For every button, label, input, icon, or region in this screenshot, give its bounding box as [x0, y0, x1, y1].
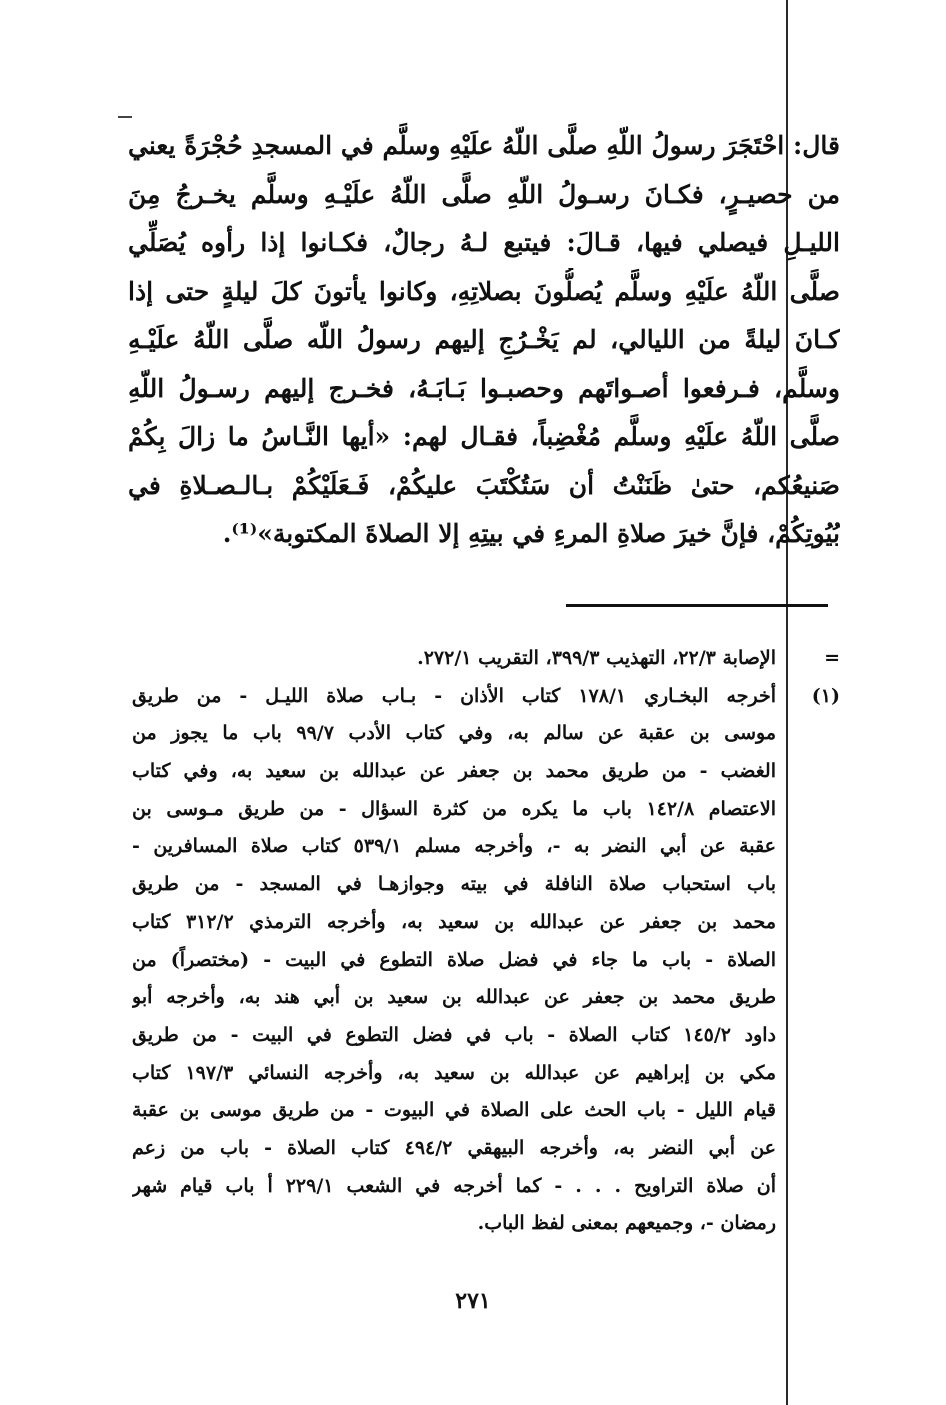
footnote-line: عقبة عن أبي النضر به -، وأخرجه مسلم ٥٣٩/١ كتاب صلاة المسافرين - [132, 835, 776, 858]
footnote-line: الصلاة - باب ما جاء في فضل صلاة التطوع في البيت - (مختصراً) من [132, 948, 776, 971]
main-text-line: صلَّى اللّهُ علَيْهِ وسلَّم يُصلُّونَ بصلاتِهِ، وكانوا يأتونَ كلَ ليلةٍ حتى إذا [128, 276, 840, 306]
footnote-continuation [132, 640, 840, 678]
footnote-line: مكي بن إبراهيم عن عبدالله بن سعيد به، وأخرجه النسائي ١٩٧/٣ كتاب [132, 1061, 776, 1084]
main-text-line: صَنيعُكم، حتىٰ ظَنَنْتُ أن سَتُكْتَبَ عليكُمْ، فَـعَلَيْكُمْ بـالـصـلاةِ في [128, 470, 840, 500]
footnote-body [132, 678, 776, 1243]
footnote-line: أن صلاة التراويح . . . - كما أخرجه في الشعب ٢٢٩/١ أ باب قيام شهر [132, 1174, 776, 1197]
footnote-1 [132, 678, 840, 1243]
page-number: ٢٧١ [455, 1288, 491, 1314]
footnote-line: عن أبي النضر به، وأخرجه البيهقي ٤٩٤/٢ كتاب الصلاة - باب من زعم [132, 1136, 776, 1159]
main-text-line: من حصيـرٍ، فكـانَ رسـولُ اللّهِ صلَّى اللّهُ علَيْـهِ وسلَّم يخـرجُ مِنَ [128, 179, 840, 209]
main-text-line: كـانَ ليلةً من الليالي، لم يَخْـرُجِ إليهم رسولُ اللّه صلَّى اللّهُ علَيْـهِ [128, 325, 840, 354]
main-text-line: الليـلِ فيصلي فيها، قـالَ: فيتبع لـهُ رجالٌ، فكـانوا إذا رأوه يُصَلِّي [128, 228, 840, 257]
main-text-line: صلَّى اللّهُ علَيْهِ وسلَّم مُغْضِباً، فقـال لهم: «أيها النَّـاسُ ما زالَ بِكُمْ [128, 422, 840, 451]
footnotes-block [132, 640, 840, 1243]
footnote-separator [566, 604, 828, 607]
footnote-line: داود ١٤٥/٢ كتاب الصلاة - باب في فضل التطوع في البيت - من طريق [132, 1023, 776, 1046]
footnote-marker: (١) [811, 684, 840, 707]
footnote-line: رمضان -، وجميعهم بمعنى لفظ الباب. [477, 1212, 776, 1235]
footnote-line: قيام الليل - باب الحث على الصلاة في البيوت - من طريق موسى بن عقبة [132, 1099, 776, 1122]
footnote-line: باب استحباب صلاة النافلة في بيته وجوازهـا في المسجد - من طريق [132, 873, 776, 896]
footnote-body [132, 640, 776, 678]
main-text-line: وسلَّم، فـرفعوا أصـواتَهم وحصبـوا بَـابَـهُ، فخـرج إليهم رسـولُ اللّهِ [128, 373, 840, 403]
footnote-line: الإصابة ٢٢/٣، التهذيب ٣٩٩/٣، التقريب ٢٧٢/١. [417, 647, 776, 669]
footnote-line: أخرجه البخـاري ١٧٨/١ كتاب الأذان - بـاب صلاة الليـل - من طريق [132, 684, 776, 707]
footnote-line: طريق محمد بن جعفر عن عبدالله بن سعيد بن أبي هند به، وأخرجه أبو [132, 986, 776, 1009]
footnote-line: الغضب - من طريق محمد بن جعفر عن عبدالله بن سعيد به، وفي كتاب [132, 760, 776, 783]
main-text-block [128, 122, 840, 559]
footnote-line: الاعتصام ١٤٢/٨ باب ما يكره من كثرة السؤال - من طريق مـوسى بن [132, 797, 776, 820]
margin-dash [118, 116, 132, 118]
main-text-line: بُيُوتِكُمْ، فإنَّ خيرَ صلاةِ المرءِ في بيتِهِ إلا الصلاةَ المكتوبة»⁽¹⁾. [222, 519, 840, 548]
footnote-line: موسى بن عقبة عن سالم به، وفي كتاب الأدب ٩٩/٧ باب ما يجوز من [132, 722, 776, 745]
footnote-line: محمد بن جعفر عن عبدالله بن سعيد به، وأخرجه الترمذي ٣١٢/٢ كتاب [132, 910, 776, 933]
footnote-marker: = [824, 647, 840, 669]
main-text-line: قال: احْتَجَرَ رسولُ اللّهِ صلَّى اللّهُ علَيْهِ وسلَّم في المسجدِ حُجْرَةً يعني [128, 131, 840, 160]
